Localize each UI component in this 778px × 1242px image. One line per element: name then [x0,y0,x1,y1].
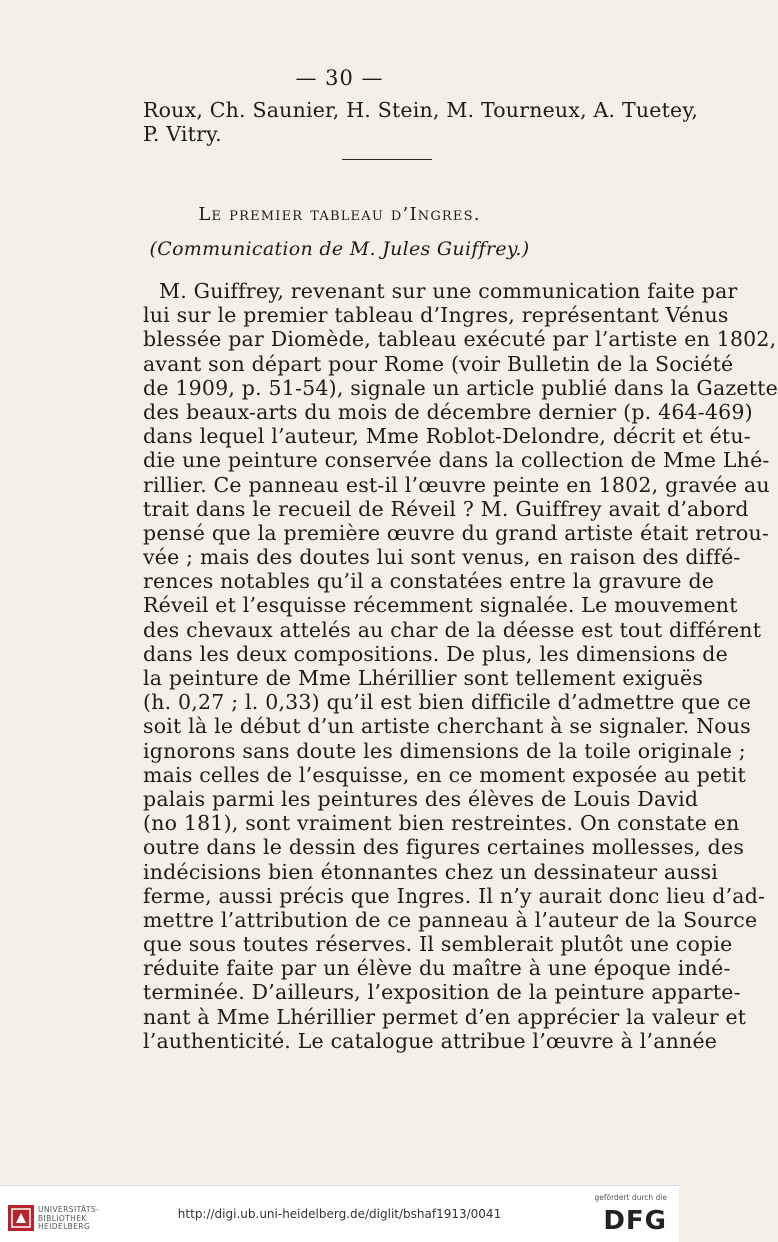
text-line: dans lequel l’auteur, Mme Roblot-Delondre, décrit et étu- [143,424,751,449]
text-line: réduite faite par un élève du maître à une époque indé- [143,956,731,981]
page-number: — 30 — [295,66,384,90]
text-line: la peinture de Mme Lhérillier sont tellement exiguës [143,666,704,690]
text-line: ferme, aussi précis que Ingres. Il n’y aurait donc lieu d’ad- [143,883,766,908]
text-line: avant son départ pour Rome (voir Bulletin de la Société [143,351,734,376]
text-line: Roux, Ch. Saunier, H. Stein, M. Tourneux, A. Tuetey, [143,98,699,122]
text-line: indécisions bien étonnantes chez un dessinateur aussi [143,859,719,884]
text-line: rillier. Ce panneau est-il l’œuvre peinte en 1802, gravée au [143,472,770,497]
text-line: (no 181), sont vraiment bien restreintes. On constate en [143,811,740,836]
text-line: dans les deux compositions. De plus, les dimensions de [143,641,728,666]
library-name-line: BIBLIOTHEK [38,1213,87,1223]
text-line: vée ; mais des doutes lui sont venus, en raison des diffé- [143,545,741,570]
text-line: l’authenticité. Le catalogue attribue l’œuvre à l’année [143,1028,718,1053]
body-paragraph [143,279,778,1053]
text-line: rences notables qu’il a constatées entre la gravure de [143,569,715,594]
text-line: soit là le début d’un artiste cherchant à se signaler. Nous [143,714,751,739]
footer-bar [0,1185,679,1242]
section-heading: Le premier tableau d’Ingres. [198,204,481,225]
text-line: des chevaux attelés au char de la déesse est tout différent [143,617,762,642]
text-line: pensé que la première œuvre du grand artiste était retrou- [143,520,770,545]
dfg-logo: DFG [603,1206,667,1236]
text-line: lui sur le premier tableau d’Ingres, représentant Vénus [143,303,729,328]
text-line: que sous toutes réserves. Il semblerait plutôt une copie [143,932,733,957]
text-line: outre dans le dessin des figures certaines mollesses, des [143,835,745,860]
text-line: trait dans le recueil de Réveil ? M. Guiffrey avait d’abord [143,496,749,521]
library-name-line: HEIDELBERG [38,1222,91,1231]
text-line: mais celles de l’esquisse, en ce moment exposée au petit [143,762,746,787]
text-line: M. Guiffrey, revenant sur une communication faite par [159,279,738,303]
text-line: (h. 0,27 ; l. 0,33) qu’il est bien difficile d’admettre que ce [143,690,752,715]
text-line: Réveil et l’esquisse récemment signalée. Le mouvement [143,593,738,618]
text-line: de 1909, p. 51-54), signale un article publié dans la Gazette [143,375,778,400]
text-line: die une peinture conservée dans la collection de Mme Lhé- [143,448,770,473]
section-subheading: (Communication de M. Jules Guiffrey.) [149,238,530,260]
section-divider [342,159,432,160]
funder-caption: gefördert durch die [594,1193,667,1202]
library-name-line: UNIVERSITÄTS- [38,1205,100,1214]
text-line: blessée par Diomède, tableau exécuté par l’artiste en 1802, [143,327,777,352]
text-line: terminée. D’ailleurs, l’exposition de la peinture apparte- [143,980,741,1005]
text-line: palais parmi les peintures des élèves de Louis David [143,786,699,811]
text-line: ignorons sans doute les dimensions de la toile originale ; [143,738,746,763]
text-line: des beaux-arts du mois de décembre dernier (p. 464-469) [143,399,753,424]
source-url-link[interactable]: http://digi.ub.uni-heidelberg.de/diglit/bshaf1913/0041 [177,1207,502,1221]
text-line: P. Vitry. [143,122,222,147]
text-line: mettre l’attribution de ce panneau à l’auteur de la Source [143,907,758,932]
intro-paragraph [143,98,699,147]
text-line: nant à Mme Lhérillier permet d’en apprécier la valeur et [143,1004,747,1029]
